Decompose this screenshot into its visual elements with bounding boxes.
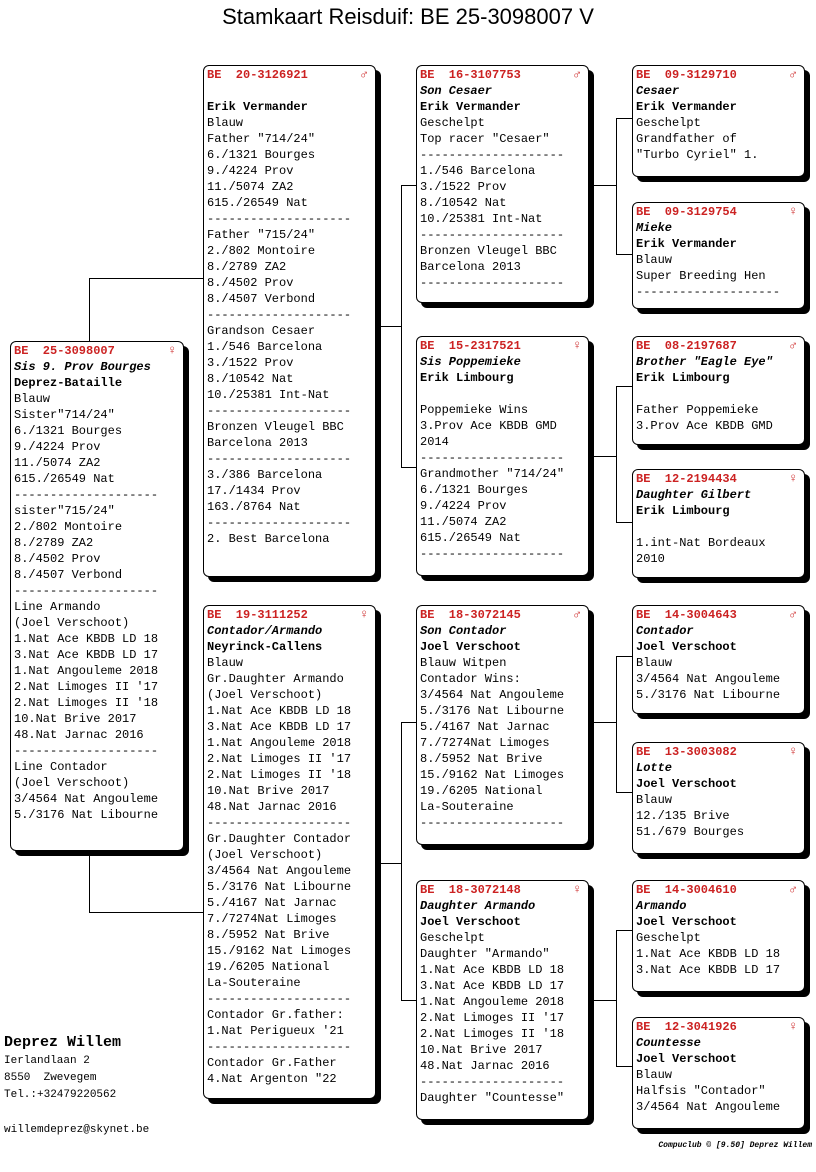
result-line: 3/4564 Nat Angouleme: [14, 792, 159, 806]
result-line: 1./546 Barcelona: [420, 164, 536, 178]
result-line: 1.Nat Ace KBDB LD 18: [14, 632, 159, 646]
result-line: 3.Prov Ace KBDB GMD: [420, 419, 557, 433]
connector: [381, 863, 401, 864]
result-line: 8./5952 Nat Brive: [420, 752, 543, 766]
result-line: 3.Nat Ace KBDB LD 17: [14, 648, 159, 662]
ring-number-text: BE 12-3041926: [636, 1020, 737, 1034]
result-line: Gr.Daughter Armando: [207, 672, 344, 686]
pigeon-card-mother-mother[interactable]: [416, 880, 589, 1120]
result-line: 8./10542 Nat: [207, 372, 294, 386]
result-line: 10.Nat Brive 2017: [420, 1043, 543, 1057]
ring-number-text: BE 14-3004643: [636, 608, 737, 622]
result-line: 8./4502 Prov: [14, 552, 101, 566]
result-line: 3.Nat Ace KBDB LD 17: [420, 979, 565, 993]
male-icon: ♂: [573, 607, 581, 622]
pigeon-card-mfm[interactable]: [632, 742, 805, 854]
result-line: 9./4224 Prov: [207, 164, 294, 178]
result-line: Blauw: [636, 656, 673, 670]
male-icon: ♂: [789, 338, 797, 353]
owner-name: Joel Verschoot: [636, 777, 737, 791]
result-line: 2./802 Montoire: [14, 520, 123, 534]
connector: [401, 185, 417, 186]
result-line: 8./2789 ZA2: [14, 536, 94, 550]
pigeon-nickname: Sis Poppemieke: [420, 355, 521, 369]
female-icon: ♀: [168, 343, 176, 358]
breeder-email[interactable]: willemdeprez@skynet.be: [4, 1124, 150, 1136]
ring-number-text: BE 25-3098007: [14, 344, 115, 358]
result-line: 11./5074 ZA2: [14, 456, 101, 470]
ring-number: [636, 882, 801, 898]
female-icon: ♀: [789, 744, 797, 759]
result-line: 10.Nat Brive 2017: [14, 712, 137, 726]
result-line: Contador Gr.father:: [207, 1008, 344, 1022]
result-line: 3/4564 Nat Angouleme: [636, 672, 781, 686]
result-line: 9./4224 Prov: [14, 440, 101, 454]
footer-credit: Compuclub © [9.50] Deprez Willem: [658, 1141, 812, 1150]
result-line: 1.Nat Angouleme 2018: [420, 995, 565, 1009]
result-line: Blauw Witpen: [420, 656, 507, 670]
owner-name: Joel Verschoot: [636, 915, 737, 929]
result-line: --------------------: [207, 452, 352, 466]
pigeon-nickname: Son Contador: [420, 624, 507, 638]
result-line: Barcelona 2013: [420, 260, 521, 274]
female-icon: ♀: [360, 607, 368, 622]
breeder-street: Ierlandlaan 2: [4, 1055, 90, 1067]
result-line: 2./802 Montoire: [207, 244, 316, 258]
connector: [594, 185, 616, 186]
blank-line: [207, 83, 372, 99]
ring-number-text: BE 18-3072148: [420, 883, 521, 897]
result-line: Grandmother "714/24": [420, 467, 565, 481]
pigeon-card-mother[interactable]: [203, 605, 376, 1099]
pigeon-card-mother-father[interactable]: [416, 605, 589, 845]
result-line: Blauw: [14, 392, 51, 406]
result-line: 1.int-Nat Bordeaux: [636, 536, 766, 550]
result-line: 3./1522 Prov: [420, 180, 507, 194]
connector: [616, 118, 633, 119]
result-line: 1.Nat Ace KBDB LD 18: [420, 963, 565, 977]
result-line: 1.Nat Angouleme 2018: [14, 664, 159, 678]
result-line: 3.Nat Ace KBDB LD 17: [207, 720, 352, 734]
ring-number: [420, 338, 585, 354]
result-line: 3/4564 Nat Angouleme: [207, 864, 352, 878]
female-icon: ♀: [789, 204, 797, 219]
result-line: --------------------: [420, 547, 565, 561]
result-line: Grandson Cesaer: [207, 324, 316, 338]
result-line: 4.Nat Argenton "22: [207, 1072, 337, 1086]
connector: [594, 456, 616, 457]
result-line: 615./26549 Nat: [14, 472, 115, 486]
pigeon-nickname: Daughter Gilbert: [636, 488, 752, 502]
ring-number: [420, 67, 585, 83]
result-line: 8./2789 ZA2: [207, 260, 287, 274]
result-line: 2.Nat Limoges II '18: [14, 696, 159, 710]
ring-number-text: BE 19-3111252: [207, 608, 308, 622]
female-icon: ♀: [789, 1019, 797, 1034]
connector: [89, 278, 204, 279]
result-line: "Turbo Cyriel" 1.: [636, 148, 759, 162]
pigeon-card-father-mother[interactable]: [416, 336, 589, 576]
result-line: Blauw: [207, 116, 244, 130]
connector: [381, 326, 401, 327]
male-icon: ♂: [789, 607, 797, 622]
result-line: --------------------: [420, 148, 565, 162]
pigeon-nickname: Armando: [636, 899, 687, 913]
result-line: 10./25381 Int-Nat: [420, 212, 543, 226]
result-line: Bronzen Vleugel BBC: [207, 420, 344, 434]
pigeon-nickname: Lotte: [636, 761, 673, 775]
result-line: 6./1321 Bourges: [420, 483, 529, 497]
result-line: Contador Gr.Father: [207, 1056, 337, 1070]
result-line: 1./546 Barcelona: [207, 340, 323, 354]
pigeon-nickname: Contador/Armando: [207, 624, 323, 638]
ring-number: [420, 607, 585, 623]
result-line: Geschelpt: [420, 931, 485, 945]
pigeon-nickname: Sis 9. Prov Bourges: [14, 360, 151, 374]
result-line: --------------------: [636, 285, 781, 299]
pigeon-nickname: Brother "Eagle Eye": [636, 355, 773, 369]
result-line: 2.Nat Limoges II '18: [207, 768, 352, 782]
male-icon: ♂: [360, 67, 368, 82]
result-line: 3.Nat Ace KBDB LD 17: [636, 963, 781, 977]
ring-number-text: BE 16-3107753: [420, 68, 521, 82]
pigeon-card-fmf[interactable]: [632, 336, 805, 445]
result-line: 10.Nat Brive 2017: [207, 784, 330, 798]
result-line: 2.Nat Limoges II '17: [14, 680, 159, 694]
result-line: Daughter "Armando": [420, 947, 550, 961]
result-line: Poppemieke Wins: [420, 403, 529, 417]
result-line: --------------------: [14, 744, 159, 758]
result-line: 615./26549 Nat: [420, 531, 521, 545]
result-line: 10./25381 Int-Nat: [207, 388, 330, 402]
connector: [401, 467, 417, 468]
result-line: 6./1321 Bourges: [14, 424, 123, 438]
result-line: 1.Nat Ace KBDB LD 18: [207, 704, 352, 718]
result-line: 7./7274Nat Limoges: [420, 736, 550, 750]
result-line: --------------------: [420, 276, 565, 290]
owner-name: Neyrinck-Callens: [207, 640, 323, 654]
result-line: Top racer "Cesaer": [420, 132, 550, 146]
result-line: Grandfather of: [636, 132, 737, 146]
result-line: --------------------: [207, 516, 352, 530]
result-line: Line Armando: [14, 600, 101, 614]
result-line: Blauw: [636, 793, 673, 807]
male-icon: ♂: [789, 882, 797, 897]
result-line: Blauw: [207, 656, 244, 670]
result-line: Geschelpt: [636, 116, 701, 130]
result-line: --------------------: [14, 584, 159, 598]
result-line: 19./6205 National: [207, 960, 330, 974]
connector: [616, 930, 617, 1066]
result-line: 1.Nat Ace KBDB LD 18: [636, 947, 781, 961]
connector: [401, 722, 402, 1000]
result-line: (Joel Verschoot): [14, 776, 130, 790]
result-line: 2014: [420, 435, 449, 449]
result-line: 5./3176 Nat Libourne: [636, 688, 781, 702]
connector: [616, 930, 633, 931]
ring-number-text: BE 18-3072145: [420, 608, 521, 622]
ring-number: [636, 67, 801, 83]
pigeon-card-ffm[interactable]: [632, 202, 805, 309]
result-line: La-Souteraine: [207, 976, 301, 990]
result-line: Father Poppemieke: [636, 403, 759, 417]
owner-name: Erik Vermander: [636, 237, 737, 251]
result-line: --------------------: [14, 488, 159, 502]
pigeon-card-mff[interactable]: [632, 605, 805, 714]
connector: [616, 254, 633, 255]
pigeon-nickname: Son Cesaer: [420, 84, 493, 98]
result-line: 48.Nat Jarnac 2016: [420, 1059, 550, 1073]
pigeon-nickname: Contador: [636, 624, 694, 638]
connector: [89, 851, 90, 912]
owner-name: Joel Verschoot: [420, 915, 521, 929]
ring-number-text: BE 20-3126921: [207, 68, 308, 82]
result-line: 15./9162 Nat Limoges: [420, 768, 565, 782]
pigeon-card-father-father[interactable]: [416, 65, 589, 303]
connector: [401, 722, 417, 723]
result-line: Contador Wins:: [420, 672, 521, 686]
pigeon-card-mmm[interactable]: [632, 1017, 805, 1129]
result-line: sister"715/24": [14, 504, 115, 518]
connector: [401, 1000, 417, 1001]
owner-name: Joel Verschoot: [420, 640, 521, 654]
result-line: 9./4224 Prov: [420, 499, 507, 513]
ring-number-text: BE 09-3129754: [636, 205, 737, 219]
result-line: 51./679 Bourges: [636, 825, 745, 839]
breeder-phone: Tel.:+32479220562: [4, 1089, 117, 1101]
ring-number: [420, 882, 585, 898]
result-line: --------------------: [207, 992, 352, 1006]
ring-number-text: BE 13-3003082: [636, 745, 737, 759]
result-line: 3./1522 Prov: [207, 356, 294, 370]
result-line: 5./3176 Nat Libourne: [14, 808, 159, 822]
pigeon-card-father[interactable]: [203, 65, 376, 577]
female-icon: ♀: [789, 471, 797, 486]
connector: [616, 386, 633, 387]
result-line: Geschelpt: [420, 116, 485, 130]
pigeon-card-main[interactable]: [10, 341, 184, 851]
result-line: 615./26549 Nat: [207, 196, 308, 210]
result-line: --------------------: [207, 212, 352, 226]
result-line: --------------------: [420, 228, 565, 242]
connector: [89, 278, 90, 342]
connector: [89, 912, 204, 913]
result-line: Father "715/24": [207, 228, 316, 242]
male-icon: ♂: [573, 67, 581, 82]
result-line: --------------------: [420, 1075, 565, 1089]
connector: [616, 656, 633, 657]
result-line: 2.Nat Limoges II '17: [207, 752, 352, 766]
pigeon-card-fmm[interactable]: [632, 469, 805, 578]
ring-number: [636, 1019, 801, 1035]
result-line: Father "714/24": [207, 132, 316, 146]
connector: [616, 522, 633, 523]
result-line: Bronzen Vleugel BBC: [420, 244, 557, 258]
connector: [616, 792, 633, 793]
connector: [594, 722, 616, 723]
result-line: 5./4167 Nat Jarnac: [207, 896, 337, 910]
pigeon-card-fff[interactable]: [632, 65, 805, 177]
result-line: 6./1321 Bourges: [207, 148, 316, 162]
result-line: 11./5074 ZA2: [207, 180, 294, 194]
page-title: Stamkaart Reisduif: BE 25-3098007 V: [222, 4, 594, 29]
result-line: (Joel Verschoot): [207, 688, 323, 702]
connector: [401, 185, 402, 467]
owner-name: Joel Verschoot: [636, 1052, 737, 1066]
connector: [594, 1000, 616, 1001]
ring-number: [207, 67, 372, 83]
owner-name: Erik Limbourg: [420, 371, 514, 385]
result-line: 5./4167 Nat Jarnac: [420, 720, 550, 734]
result-line: 8./4507 Verbond: [207, 292, 316, 306]
ring-number: [636, 471, 801, 487]
ring-number: [636, 338, 801, 354]
connector: [616, 386, 617, 522]
pigeon-nickname: Countesse: [636, 1036, 701, 1050]
result-line: La-Souteraine: [420, 800, 514, 814]
result-line: 8./4507 Verbond: [14, 568, 123, 582]
result-line: 15./9162 Nat Limoges: [207, 944, 352, 958]
result-line: Super Breeding Hen: [636, 269, 766, 283]
result-line: Blauw: [636, 253, 673, 267]
result-line: 8./4502 Prov: [207, 276, 294, 290]
owner-name: Erik Limbourg: [636, 371, 730, 385]
result-line: --------------------: [420, 816, 565, 830]
result-line: 2. Best Barcelona: [207, 532, 330, 546]
result-line: 3/4564 Nat Angouleme: [636, 1100, 781, 1114]
result-line: 8./10542 Nat: [420, 196, 507, 210]
result-line: 12./135 Brive: [636, 809, 730, 823]
ring-number-text: BE 15-2317521: [420, 339, 521, 353]
owner-name: Erik Limbourg: [636, 504, 730, 518]
result-line: 5./3176 Nat Libourne: [420, 704, 565, 718]
female-icon: ♀: [573, 338, 581, 353]
result-line: [420, 386, 585, 402]
ring-number-text: BE 12-2194434: [636, 472, 737, 486]
owner-name: Erik Vermander: [207, 100, 308, 114]
result-line: 2.Nat Limoges II '17: [420, 1011, 565, 1025]
result-line: [636, 519, 801, 535]
result-line: 17./1434 Prov: [207, 484, 301, 498]
ring-number-text: BE 14-3004610: [636, 883, 737, 897]
owner-name: Erik Vermander: [420, 100, 521, 114]
result-line: Sister"714/24": [14, 408, 115, 422]
result-line: 163./8764 Nat: [207, 500, 301, 514]
pigeon-nickname: Daughter Armando: [420, 899, 536, 913]
result-line: 3/4564 Nat Angouleme: [420, 688, 565, 702]
pigeon-nickname: Cesaer: [636, 84, 680, 98]
owner-name: Deprez-Bataille: [14, 376, 123, 390]
owner-name: Erik Vermander: [636, 100, 737, 114]
result-line: 1.Nat Angouleme 2018: [207, 736, 352, 750]
breeder-city: 8550 Zwevegem: [4, 1072, 97, 1084]
result-line: --------------------: [207, 816, 352, 830]
result-line: 48.Nat Jarnac 2016: [207, 800, 337, 814]
result-line: 1.Nat Perigueux '21: [207, 1024, 344, 1038]
result-line: (Joel Verschoot): [14, 616, 130, 630]
result-line: Gr.Daughter Contador: [207, 832, 352, 846]
connector: [616, 656, 617, 792]
result-line: Blauw: [636, 1068, 673, 1082]
result-line: (Joel Verschoot): [207, 848, 323, 862]
breeder-name: Deprez Willem: [4, 1034, 122, 1051]
result-line: 11./5074 ZA2: [420, 515, 507, 529]
result-line: 8./5952 Nat Brive: [207, 928, 330, 942]
result-line: 2010: [636, 552, 665, 566]
pigeon-nickname: Mieke: [636, 221, 673, 235]
result-line: Geschelpt: [636, 931, 701, 945]
result-line: Line Contador: [14, 760, 108, 774]
ring-number: [636, 607, 801, 623]
result-line: 2.Nat Limoges II '18: [420, 1027, 565, 1041]
breeder-block: [4, 1034, 121, 1104]
pigeon-card-mmf[interactable]: [632, 880, 805, 992]
result-line: 3./386 Barcelona: [207, 468, 323, 482]
ring-number-text: BE 09-3129710: [636, 68, 737, 82]
result-line: 48.Nat Jarnac 2016: [14, 728, 144, 742]
result-line: Barcelona 2013: [207, 436, 308, 450]
result-line: Daughter "Countesse": [420, 1091, 565, 1105]
owner-name: Joel Verschoot: [636, 640, 737, 654]
ring-number: [14, 343, 180, 359]
ring-number: [207, 607, 372, 623]
result-line: --------------------: [420, 451, 565, 465]
result-line: 5./3176 Nat Libourne: [207, 880, 352, 894]
result-line: 7./7274Nat Limoges: [207, 912, 337, 926]
male-icon: ♂: [789, 67, 797, 82]
result-line: --------------------: [207, 308, 352, 322]
connector: [616, 1066, 633, 1067]
result-line: Halfsis "Contador": [636, 1084, 766, 1098]
result-line: 3.Prov Ace KBDB GMD: [636, 419, 773, 433]
result-line: --------------------: [207, 404, 352, 418]
ring-number: [636, 204, 801, 220]
result-line: [636, 386, 801, 402]
result-line: 19./6205 National: [420, 784, 543, 798]
connector: [616, 118, 617, 254]
ring-number: [636, 744, 801, 760]
female-icon: ♀: [573, 882, 581, 897]
result-line: --------------------: [207, 1040, 352, 1054]
ring-number-text: BE 08-2197687: [636, 339, 737, 353]
